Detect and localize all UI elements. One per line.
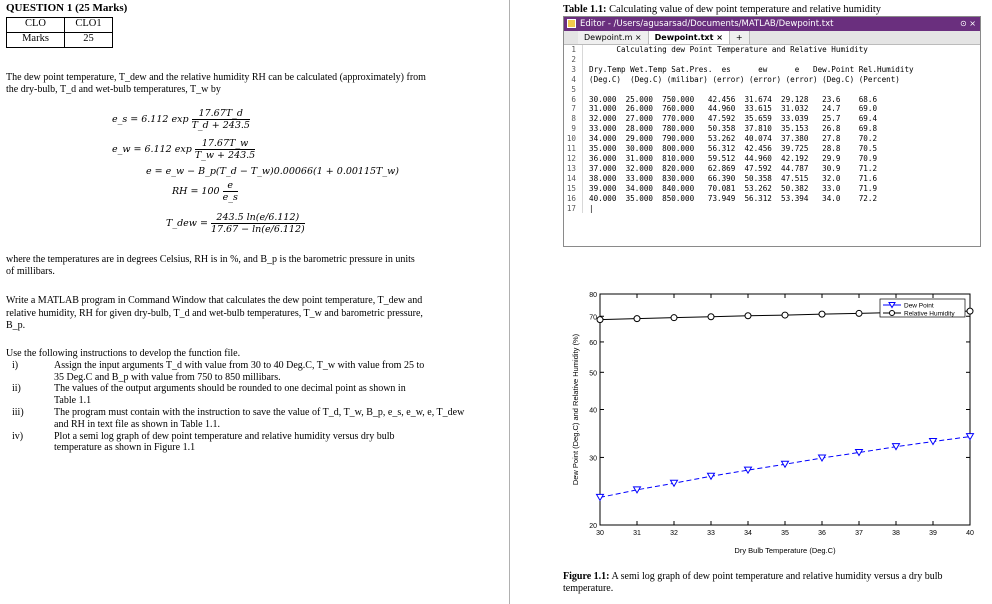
data-point — [745, 313, 751, 319]
where-text: where the temperatures are in degrees Celsius, RH is in %, and B_p is the barometric pressure in units of millibars. — [6, 254, 415, 277]
tab-dewpoint-m[interactable]: Dewpoint.m × — [578, 31, 649, 44]
data-point — [671, 315, 677, 321]
marks-header: Marks — [7, 32, 65, 47]
plot-area — [600, 294, 970, 525]
code-line: 34.000 29.000 790.000 53.262 40.074 37.380 27.8 70.2 — [589, 134, 878, 144]
equation-ew: e_w = 6.112 exp $\frac{17.67T\_w}{T\_w + 243.5}$ — [112, 138, 256, 161]
x-tick-label: 38 — [892, 530, 900, 537]
tab-dewpoint-txt[interactable]: Dewpoint.txt × — [649, 31, 730, 44]
y-tick-label: 60 — [589, 339, 597, 347]
line-numbers: 1 2 3 4 5 6 7 8 9 10 11 12 13 14 15 16 17 — [566, 45, 576, 213]
data-point — [634, 316, 640, 322]
x-tick-label: 31 — [633, 530, 641, 537]
code-line: 36.000 31.000 810.000 59.512 44.960 42.192 29.9 70.9 — [589, 153, 878, 163]
clo-table — [6, 17, 113, 48]
code-line: | — [589, 203, 594, 213]
code-line: 32.000 27.000 770.000 47.592 35.659 33.039 25.7 69.4 — [589, 114, 878, 124]
y-tick-label: 80 — [589, 292, 597, 299]
code-line — [589, 55, 914, 65]
editor-icon — [567, 19, 576, 28]
code-line — [589, 85, 914, 95]
x-tick-label: 40 — [966, 530, 974, 537]
x-axis-label: Dry Bulb Temperature (Deg.C) — [734, 546, 836, 555]
page-divider — [509, 0, 510, 604]
marks-value: 25 — [65, 32, 113, 47]
question-panel — [6, 0, 476, 48]
x-tick-label: 30 — [596, 530, 604, 537]
figure-caption: Figure 1.1: A semi log graph of dew point temperature and relative humidity versus a dry bulb temperature. — [563, 571, 943, 594]
instructions-heading: Use the following instructions to develop the function file. — [6, 348, 241, 359]
code-line: 35.000 30.000 800.000 56.312 42.456 39.725 28.8 70.5 — [589, 144, 878, 154]
instruction-item: iii) The program must contain with the instruction to save the value of T_d, T_w, B_p, e_s, e_w, e, T_dew and RH in text file as shown in Table 1.1. — [12, 406, 465, 430]
code-line: Calculating dew Point Temperature and Relative Humidity — [589, 45, 868, 54]
data-point — [856, 310, 862, 316]
x-tick-label: 36 — [818, 530, 826, 537]
data-point — [819, 311, 825, 317]
question-title: QUESTION 1 (25 Marks) — [6, 2, 128, 14]
x-tick-label: 37 — [855, 530, 863, 537]
instruction-item: i) Assign the input arguments T_d with value from 30 to 40 Deg.C, T_w with value from 25 to 35 Deg.C and B_p with value from 750 to 850 millibars. — [12, 359, 425, 383]
code-line: (Deg.C) (Deg.C) (milibar) (error) (error) (error) (Deg.C) (Percent) — [589, 74, 900, 84]
editor-titlebar: Editor - /Users/agusarsad/Documents/MATLAB/Dewpoint.txt ⊙ × — [564, 17, 980, 31]
code-line: 30.000 25.000 750.000 42.456 31.674 29.128 23.6 68.6 — [589, 94, 878, 104]
data-point — [597, 317, 603, 323]
instruction-item: ii) The values of the output arguments should be rounded to one decimal point as shown in Table 1.1 — [12, 383, 406, 407]
y-axis-label: Dew Point (Deg.C) and Relative Humidity (%) — [571, 333, 580, 486]
y-tick-label: 70 — [589, 314, 597, 322]
semilog-chart — [565, 284, 985, 566]
x-tick-label: 39 — [929, 530, 937, 537]
clo-value: CLO1 — [65, 17, 113, 32]
data-point — [967, 308, 973, 314]
new-tab-button[interactable]: + — [730, 31, 750, 44]
table-panel — [563, 0, 988, 213]
code-line: 31.000 26.000 760.000 44.960 33.615 31.032 24.7 69.0 — [589, 104, 878, 114]
y-tick-label: 50 — [589, 370, 597, 378]
clo-header: CLO — [7, 17, 65, 32]
equation-es: e_s = 6.112 exp $\frac{17.67T\_d}{T\_d + 243.5}$ — [112, 108, 250, 131]
y-tick-label: 20 — [589, 523, 597, 530]
legend-marker — [890, 311, 895, 316]
legend-label: Relative Humidity — [904, 310, 955, 318]
matlab-editor[interactable] — [563, 16, 981, 247]
code-line: 38.000 33.000 830.000 66.390 50.358 47.515 32.0 71.6 — [589, 173, 878, 183]
instructions — [6, 348, 476, 454]
code-line: 37.000 32.000 820.000 62.869 47.592 44.787 30.9 71.2 — [589, 163, 878, 173]
code-line: 39.000 34.000 840.000 70.081 53.262 50.382 33.0 71.9 — [589, 183, 878, 193]
equation-e: e = e_w − B_p(T_d − T_w)0.00066(1 + 0.00115T_w) — [146, 166, 399, 177]
data-point — [782, 312, 788, 318]
code-line: 40.000 35.000 850.000 73.949 56.312 53.394 34.0 72.2 — [589, 193, 878, 203]
data-point — [708, 314, 714, 320]
intro-text: The dew point temperature, T_dew and the relative humidity RH can be calculated (approximately) from the dry-bulb, T_d and wet-bulb temperatures, T_w by — [6, 72, 426, 95]
code-line: Dry.Temp Wet.Temp Sat.Pres. es ew e Dew.Point Rel.Humidity — [589, 64, 914, 74]
y-tick-label: 40 — [589, 407, 597, 415]
instruction-item: iv) Plot a semi log graph of dew point temperature and relative humidity versus dry bulb temperature as shown in Figure 1.1 — [12, 430, 395, 454]
y-tick-label: 30 — [589, 455, 597, 463]
legend-label: Dew Point — [904, 302, 934, 310]
x-tick-label: 33 — [707, 530, 715, 537]
table-title: Table 1.1: Calculating value of dew point temperature and relative humidity — [563, 4, 881, 15]
equation-tdew: T_dew = $\frac{243.5 \ln(e/6.112)}{17.67 - \ln(e/6.112)}$ — [166, 212, 305, 235]
editor-tabs — [564, 31, 980, 45]
task-text: Write a MATLAB program in Command Window that calculates the dew point temperature, T_dew and relative humidity, RH for given dry-bulb, T_d and wet-bulb temperatures, T_w and barometric pressure, B_p. — [6, 295, 423, 331]
window-controls[interactable]: ⊙ × — [960, 19, 976, 28]
code-line: 33.000 28.000 780.000 50.358 37.810 35.153 26.8 69.8 — [589, 124, 878, 134]
x-tick-label: 32 — [670, 530, 678, 537]
x-tick-label: 35 — [781, 530, 789, 537]
editor-text[interactable] — [564, 45, 980, 213]
equation-rh: RH = 100 $\frac{e}{e\_s}$ — [172, 180, 238, 203]
x-tick-label: 34 — [744, 530, 752, 537]
